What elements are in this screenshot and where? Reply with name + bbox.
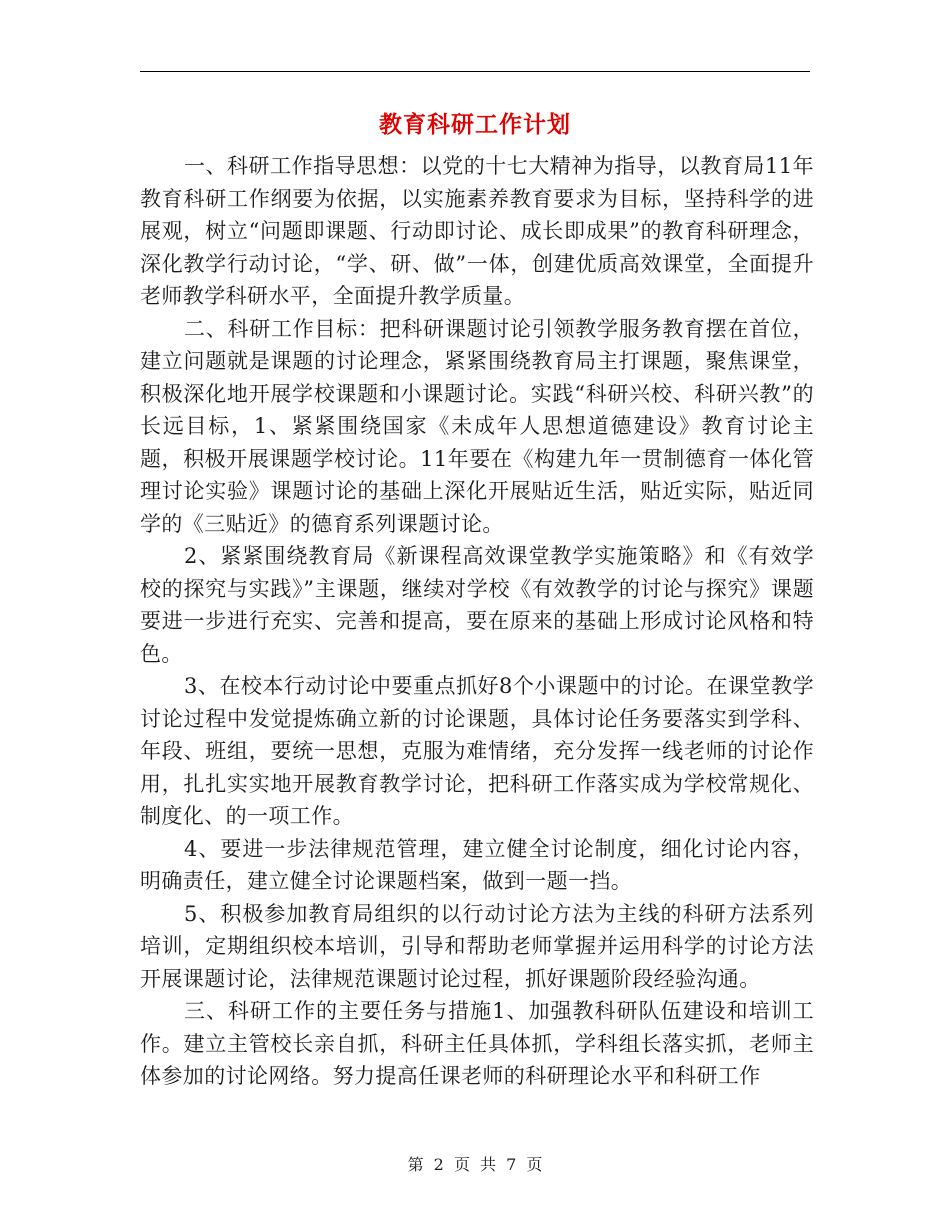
paragraph-guiding-ideology: 一、科研工作指导思想：以党的十七大精神为指导，以教育局11年教育科研工作纲要为依据，以实施素养教育要求为目标，坚持科学的进展观，树立“问题即课题、行动即讨论、成长即成果”的教育科研理念，深化教学行动讨论，“学、研、做”一体，创建优质高效课堂，全面提升老师教学科研水平，全面提升教学质量。	[140, 154, 814, 308]
paragraph-main-tasks: 三、科研工作的主要任务与措施1、加强教科研队伍建设和培训工作。建立主管校长亲自抓，科研主任具体抓，学科组长落实抓，老师主体参加的讨论网络。努力提高任课老师的科研理论水平和科研工作	[140, 999, 814, 1088]
paragraph-item-4: 4、要进一步法律规范管理，建立健全讨论制度，细化讨论内容，明确责任，建立健全讨论课题档案，做到一题一挡。	[140, 836, 814, 893]
paragraph-work-goals: 二、科研工作目标：把科研课题讨论引领教学服务教育摆在首位，建立问题就是课题的讨论理念，紧紧围绕教育局主打课题，聚焦课堂，积极深化地开展学校课题和小课题讨论。实践“科研兴校、科研兴教”的长远目标，1、紧紧围绕国家《未成年人思想道德建设》教育讨论主题，积极开展课题学校讨论。11年要在《构建九年一贯制德育一体化管理讨论实验》课题讨论的基础上深化开展贴近生活，贴近实际，贴近同学的《三贴近》的德育系列课题讨论。	[140, 316, 814, 536]
paragraph-item-5: 5、积极参加教育局组织的以行动讨论方法为主线的科研方法系列培训，定期组织校本培训，引导和帮助老师掌握并运用科学的讨论方法开展课题讨论，法律规范课题讨论过程，抓好课题阶段经验沟通。	[140, 901, 814, 991]
page-number: 第 2 页 共 7 页	[407, 1155, 543, 1174]
paragraph-item-3: 3、在校本行动讨论中要重点抓好8个小课题中的讨论。在课堂教学讨论过程中发觉提炼确立新的讨论课题，具体讨论任务要落实到学科、年段、班组，要统一思想，克服为难情绪，充分发挥一线老师的讨论作用，扎扎实实地开展教育教学讨论，把科研工作落实成为学校常规化、制度化、的一项工作。	[140, 674, 814, 828]
document-title: 教育科研工作计划	[379, 111, 571, 138]
document-body	[140, 150, 814, 1093]
header-rule	[140, 71, 810, 72]
paragraph-item-2: 2、紧紧围绕教育局《新课程高效课堂教学实施策略》和《有效学校的探究与实践》”主课题，继续对学校《有效教学的讨论与探究》课题要进一步进行充实、完善和提高，要在原来的基础上形成讨论风格和特色。	[140, 544, 814, 666]
